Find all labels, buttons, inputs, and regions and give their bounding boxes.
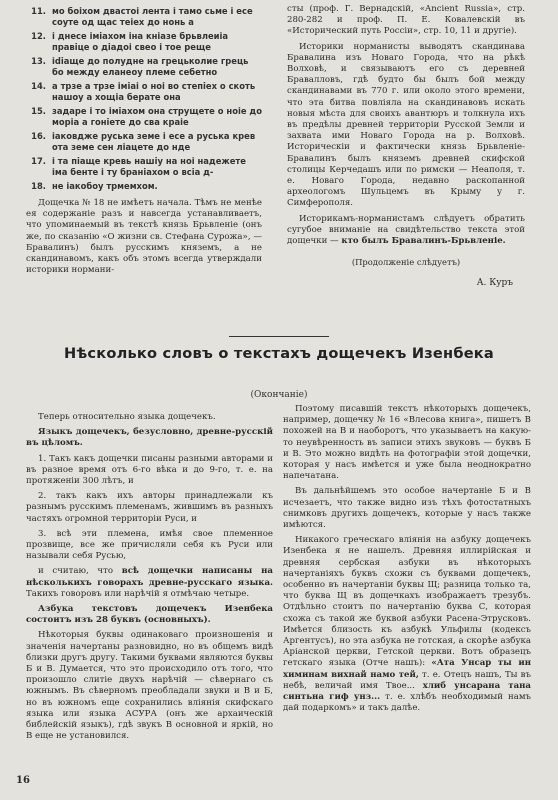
paragraph (283, 535, 531, 714)
line-text: задаре і то імiахом она струщете о ноіе до моріа а гонiете до сва краіе (52, 106, 262, 127)
article-title: Нѣсколько словъ о текстахъ дощечекъ Изенбека (64, 345, 494, 362)
paragraph (287, 214, 525, 248)
line-number: 13. (31, 56, 46, 66)
paragraph-emphasis: «Ата Унсар ты ин химинам вихнай намо тей, (283, 658, 531, 680)
left-bottom-column (26, 412, 273, 746)
right-bottom-column (283, 404, 531, 718)
paragraph: Дощечка № 18 не имѣетъ начала. Тѣмъ не менѣе ея содержаніе разъ и навсегда устанавливаетъ, что упоминаемый въ текстѣ князь Брьвленіе (онъ же, по сказанію «О жизни св. Стефана Сурожа», — Бравалинъ) былъ русскимъ княземъ, а не скандинавомъ, какъ объ этомъ всегда утверждали историки нормани- (26, 198, 262, 276)
numbered-line (26, 156, 262, 178)
continuation-note: (Продолженіе слѣдуетъ) (351, 257, 461, 268)
line-text: не іакобоу трмемхом. (52, 181, 158, 191)
paragraph: 1. Такъ какъ дощечки писаны разными авторами и въ разное время отъ 6-го вѣка и до 9-го, т. е. на протяженіи 300 лѣтъ, и (26, 453, 273, 487)
line-number: 15. (31, 106, 46, 116)
numbered-line (26, 181, 262, 192)
paragraph-text: т. е. хлѣбъ необходимый намъ дай подаркомъ» и такъ далѣе. (283, 692, 532, 714)
line-text: мо боіхом двастоі лента і тамо сьме і есе соуте од щас теіех до нонь а (52, 6, 253, 27)
paragraph: Нѣкоторыя буквы одинаковаго произношенія и значенія начертаны разновидно, но въ общемъ видѣ близки другъ другу. Такими буквами являются буквы Б и В. Думается, что это происходило отъ того, что произошло слитіе двухъ нарѣчій — сѣвернаго съ южнымъ. Въ сѣверномъ преобладали звуки и В и Б, но въ южномъ еще сохранились вліянія скифскаго языка или языка АСУРА (онъ же архаическій библейскій языкъ), гдѣ звукъ В основной и яркій, но В еще не установился. (26, 630, 273, 742)
numbered-line (26, 56, 262, 78)
numbered-line (26, 31, 262, 53)
paragraph: Поэтому писавшій текстъ нѣкоторыхъ дощечекъ, например, дощечку № 16 «Влесова книга», пишетъ В похожей на В и наоборотъ, что указываетъ на какую-то неувѣренность въ записи этихъ звуковъ — буквъ Б и В. Это можно видѣть на фотографіи этой дощечки, которая у насъ имѣется и уже была неоднократно напечатана. (283, 404, 531, 482)
article-subtitle: (Окончаніе) (250, 390, 308, 400)
right-top-column (287, 4, 525, 290)
paragraph-text: Такихъ говоровъ или нарѣчій я отмѣчаю четыре. (26, 588, 250, 599)
section-divider (229, 336, 329, 337)
paragraph-emphasis: хлиб унсарана тана синтьна гиф унз... (283, 680, 531, 703)
left-top-column (26, 6, 262, 280)
paragraph: Историки норманисты выводятъ скандинава Бравалина изъ Новаго Города, что на рѣкѣ Волховѣ, и связываютъ его съ деревней Бравалловъ, гдѣ будто бы былъ бой между скандинавами въ 770 г. или около этого времени, что эта битва повліяла на скандинавовъ искать новыя мѣста для своихъ авантюръ и толкнула ихъ въ предѣлы древней территоріи Русской Земли и захвата ими Новаго Города на р. Волховѣ. Историческіи и фактически князь Брьвленіе-Бравалинъ былъ княземъ древней скифской столицы Керчедашъ или по римски — Неаполя, т. е. Новаго Города, недавно раскопанной археологомъ Шульцемъ въ Крыму у г. Симферополя. (287, 41, 525, 209)
line-number: 16. (31, 131, 46, 141)
line-number: 11. (31, 6, 46, 16)
line-number: 17. (31, 156, 46, 166)
numbered-line (26, 131, 262, 153)
paragraph-text: Историкамъ-норманистамъ слѣдуетъ обратить сугубое вниманіе на свидѣтельство текста этой дощечки — (287, 213, 525, 247)
line-number: 18. (31, 181, 46, 191)
numbered-line (26, 106, 262, 128)
numbered-line (26, 6, 262, 28)
line-text: іdiаще до полудне на грецьколие грець бо между еланеоу племе себетно (52, 56, 249, 77)
paragraph: 2. такъ какъ ихъ авторы принадлежали къ разнымъ русскимъ племенамъ, жившимъ въ разныхъ частяхъ огромной территоріи Руси, и (26, 491, 273, 524)
numbered-line (26, 81, 262, 103)
line-text: і та пiаще кревь нашiу на ноі надежете іма бенте і ту бранiахом о всiа д- (52, 156, 246, 177)
line-text: іаковдже руська земе і есе а руська крев ота земе сен ліацете до нде (52, 131, 256, 152)
paragraph-text: и считаю, что (38, 566, 114, 577)
line-text: а трзе а трзе імiаі о ноі во степiех о скоть нашоу а хощіа берате она (52, 81, 256, 102)
paragraph-emphasis: всѣ дощечки написаны на нѣсколькихъ говорахъ древне-русскаго языка. (26, 566, 273, 588)
paragraph-emphasis: Азбука текстовъ дощечекъ Изенбека состоитъ изъ 28 буквъ (основныхъ). (26, 604, 273, 626)
paragraph-emphasis: Языкъ дощечекъ, безусловно, древне-русскій въ цѣломъ. (26, 427, 273, 449)
page-number: 16 (16, 775, 30, 786)
paragraph-emphasis: кто былъ Бравалинъ-Брьвленіе. (341, 236, 506, 247)
paragraph-text: т. е. Отецъ нашъ, Ты въ небѣ, величай имя Твое... (283, 669, 531, 691)
line-text: і днесе імiахом іна кніазе брьвлеиіа правiце о дiадоі свео і тое реще (52, 31, 229, 52)
author-signature: А. Куръ (476, 278, 513, 289)
paragraph-text: Никакого греческаго вліянія на азбуку дощечекъ Изенбека я не нашелъ. Древняя иллирійская и древняя сербская азбуки въ нѣкоторыхъ начертаніяхъ буквъ схожи съ буквами дощечекъ, особенно въ начертаніи буквы Щ; разница только та, что буква Щ въ дощечкахъ изображаетъ трезубъ. Отдѣльно стоитъ по начертанію буква С, которая схожа съ такой же буквой азбуки Расена-Этрусковъ. Имѣется близость къ азбукѣ Ульфилы (кодексъ Аргентусъ), но эта азбука не готская, а скорѣе азбука Аріанской церкви, Гетской церкви. Вотъ образецъ гетскаго языка (Отче нашъ): (283, 535, 531, 669)
line-number: 14. (31, 81, 46, 91)
paragraph (26, 566, 273, 600)
numbered-text-list (26, 6, 262, 192)
line-number: 12. (31, 31, 46, 41)
paragraph: 3. всѣ эти племена, имѣя свое племенное прозвище, все же причисляли себя къ Руси или называли себя Русью, (26, 528, 273, 562)
paragraph: Въ дальнѣйшемъ это особое начертаніе Б и В исчезаетъ, что также видно изъ тѣхъ фотостатныхъ снимковъ другихъ дощечекъ, которые у насъ также имѣются. (283, 486, 531, 531)
paragraph: Теперь относительно языка дощечекъ. (38, 412, 216, 422)
paragraph: сты (проф. Г. Вернадскій, «Ancient Russia», стр. 280-282 и проф. П. Е. Ковалевскій въ «Исторический путь Россіи», стр. 10, 11 и другіе). (287, 4, 525, 37)
